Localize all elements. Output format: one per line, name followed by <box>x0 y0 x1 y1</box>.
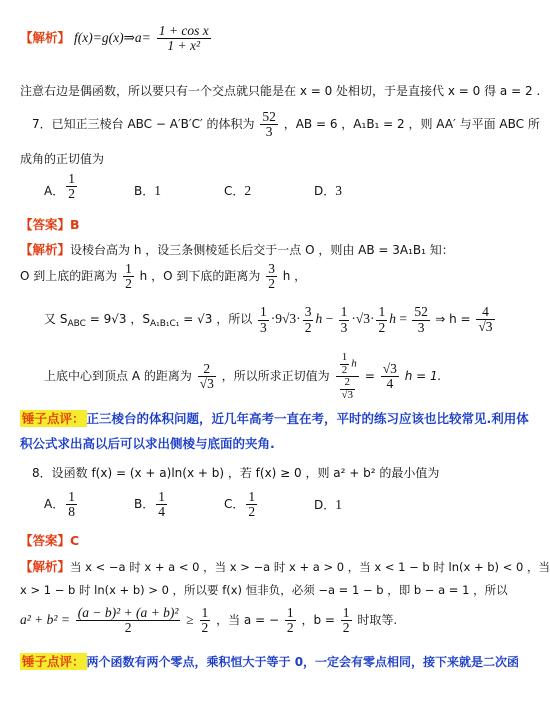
q8-comment: 锤子点评： 两个函数有两个零点，乘积恒大于等于 0，一定会有零点相同，接下来就是二次函 <box>22 654 520 669</box>
a-fraction-num: 1 + cos x <box>158 23 209 38</box>
note-line: 注意右边是偶函数，所以要只有一个交点就只能是在 x = 0 处相切，于是直接代 x = 0 得 a = 2 . <box>20 84 541 98</box>
a-fraction <box>157 24 211 53</box>
q7-volume-fraction: $\frac{52}{3}$ <box>262 109 276 140</box>
q7-option-a: A． $\frac{1}{2}$ <box>44 171 75 202</box>
q7-option-b: B．1 <box>134 183 161 198</box>
q7-options <box>0 171 500 206</box>
q7-answer-line <box>20 215 500 233</box>
q7-answer: B <box>70 217 80 232</box>
q8-options <box>0 490 500 520</box>
q8-option-c: C． $\frac{1}{2}$ <box>224 489 256 520</box>
a-fraction-den: 1 + x² <box>167 38 201 54</box>
q7-option-d: D．3 <box>314 183 342 198</box>
q8-comment-label: 锤子点评： <box>22 654 85 669</box>
q7-option-c: C．2 <box>224 183 252 198</box>
fx-eq-gx: f(x)=g(x)⇒a= <box>74 30 151 46</box>
q8-answer-line: 【答案】C <box>20 533 80 548</box>
q8-answer: C <box>70 533 80 548</box>
q8-analysis-3: a² + b² = $\frac{\text{(a − b)² + (a + b)²}}{2}$ ≥ $\frac{1}{2}$ ，当 a = − $\frac{1}{2}$ ，b = $\frac{1}{2}$ 时取等. <box>20 605 398 636</box>
q8-option-b: B． $\frac{1}{4}$ <box>134 489 165 520</box>
q8-analysis-2: x > 1 − b 时 ln(x + b) > 0 ，所以要 f(x) 恒非负，必须 −a = 1 − b ，即 b − a = 1 ，所以 <box>20 583 508 597</box>
q7-analysis-2: O 到上底的距离为 $\frac{1}{2}$ h ，O 到下底的距离为 $\frac{3}{2}$ h ， <box>20 261 307 292</box>
q7-line-1 <box>32 109 540 140</box>
analysis-line-1 <box>20 24 500 53</box>
q8-analysis-1: 【解析】当 x < −a 时 x + a < 0 ，当 x > −a 时 x + a > 0 ，当 x < 1 − b 时 ln(x + b) < 0 ，当 <box>20 559 550 574</box>
q7-comment-2: 积公式求出高以后可以求出侧棱与底面的夹角. <box>20 436 275 451</box>
q8-option-a: A． $\frac{1}{8}$ <box>44 489 75 520</box>
q7-comment-1: 锤子点评： 正三棱台的体积问题，近几年高考一直在考，平时的练习应该也比较常见.利用体 <box>22 411 529 426</box>
q7-analysis-4: 上底中心到顶点 A 的距离为 $\frac{2}{√3}$ ，所以所求正切值为 $\frac{1}{2}$ h $\frac{2}{√3}$ = $\frac{√3}{4}$ h = 1. <box>44 351 442 401</box>
q7-analysis-3: 又 $S_{ABC} = 9√3$ ，$S_{A_1B_1C_1} = √3$ ，所以 $\frac{1}{3}$ ·9√3· $\frac{3}{2}$ h − $\frac{1}{3}$ ·√3· $\frac{1}{2}$ h = $\frac{52}{3}$ ⇒ h = $\frac{4}{√3}$ <box>44 304 493 335</box>
answer-label: 【答案】 <box>20 217 71 232</box>
q7-stem-b: ，AB = 6 ，A₁B₁ = 2 ，则 AA′ 与平面 ABC 所 <box>283 117 540 132</box>
q7-stem-a: 7．已知正三棱台 ABC − A′B′C′ 的体积为 <box>32 117 255 132</box>
q8-line-1: 8．设函数 f(x) = (x + a)ln(x + b) ，若 f(x) ≥ 0 ，则 a² + b² 的最小值为 <box>32 466 440 480</box>
q7-line-2: 成角的正切值为 <box>20 152 105 166</box>
q7-analysis-1: 【解析】设棱台高为 h ，设三条侧棱延长后交于一点 O ，则由 AB = 3A₁B₁ 知： <box>20 242 454 257</box>
analysis-label: 【解析】 <box>20 30 71 46</box>
q8-option-d: D．1 <box>314 497 342 512</box>
q7-comment-label: 锤子点评： <box>22 411 85 426</box>
